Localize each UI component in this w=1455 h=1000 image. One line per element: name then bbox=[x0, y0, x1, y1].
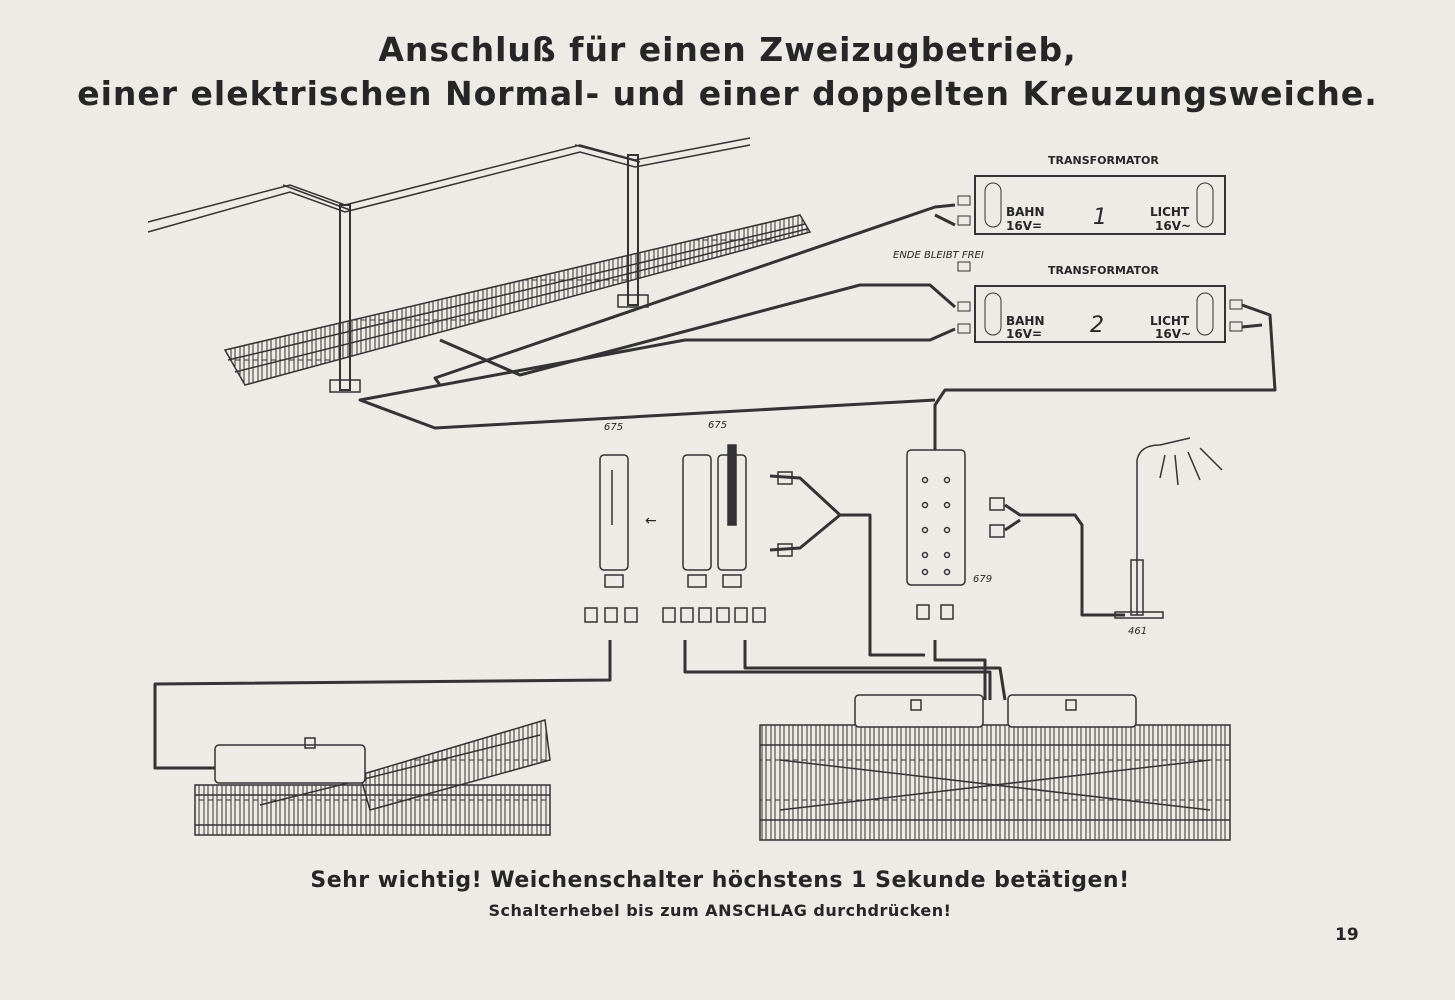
wiring bbox=[155, 205, 1275, 768]
transformer-1-licht: LICHT bbox=[1150, 205, 1190, 219]
transformer-2-label: TRANSFORMATOR bbox=[1048, 264, 1159, 277]
switch-675-b bbox=[683, 420, 746, 587]
transformer-1-licht-volt: 16V~ bbox=[1155, 219, 1192, 233]
switch-675-a bbox=[600, 422, 628, 587]
warning-note: Sehr wichtig! Weichenschalter höchstens 1 Sekunde betätigen! bbox=[310, 868, 1130, 893]
page-title-line1: Anschluß für einen Zweizugbetrieb, bbox=[378, 30, 1077, 69]
transformer-1 bbox=[958, 154, 1225, 234]
street-lamp-461 bbox=[1115, 438, 1222, 637]
double-slip-switch bbox=[760, 695, 1230, 840]
transformer-2 bbox=[893, 250, 1242, 342]
transformer-2-number: 2 bbox=[1090, 313, 1104, 338]
arrow-left-icon: ← bbox=[645, 513, 657, 529]
distributor-label: 679 bbox=[973, 574, 993, 585]
catenary-track bbox=[148, 138, 810, 392]
transformer-2-licht: LICHT bbox=[1150, 314, 1190, 328]
distributor-679 bbox=[907, 450, 992, 585]
transformer-2-bahn: BAHN bbox=[1006, 314, 1045, 328]
transformer-2-licht-volt: 16V~ bbox=[1155, 327, 1192, 341]
page-number: 19 bbox=[1335, 925, 1359, 945]
switch-b-label: 675 bbox=[708, 420, 728, 431]
transformer-1-label: TRANSFORMATOR bbox=[1048, 154, 1159, 167]
transformer-2-bahn-volt: 16V= bbox=[1006, 327, 1043, 341]
lamp-label: 461 bbox=[1128, 626, 1148, 637]
ende-bleibt-frei-label: ENDE BLEIBT FREI bbox=[893, 250, 984, 261]
transformer-1-bahn: BAHN bbox=[1006, 205, 1045, 219]
transformer-1-number: 1 bbox=[1093, 205, 1107, 230]
page-title-line2: einer elektrischen Normal- und einer doppelten Kreuzungsweiche. bbox=[77, 74, 1378, 113]
transformer-1-bahn-volt: 16V= bbox=[1006, 219, 1043, 233]
normal-turnout bbox=[195, 720, 550, 835]
switch-a-label: 675 bbox=[604, 422, 624, 433]
instruction-note: Schalterhebel bis zum ANSCHLAG durchdrücken! bbox=[488, 901, 952, 920]
